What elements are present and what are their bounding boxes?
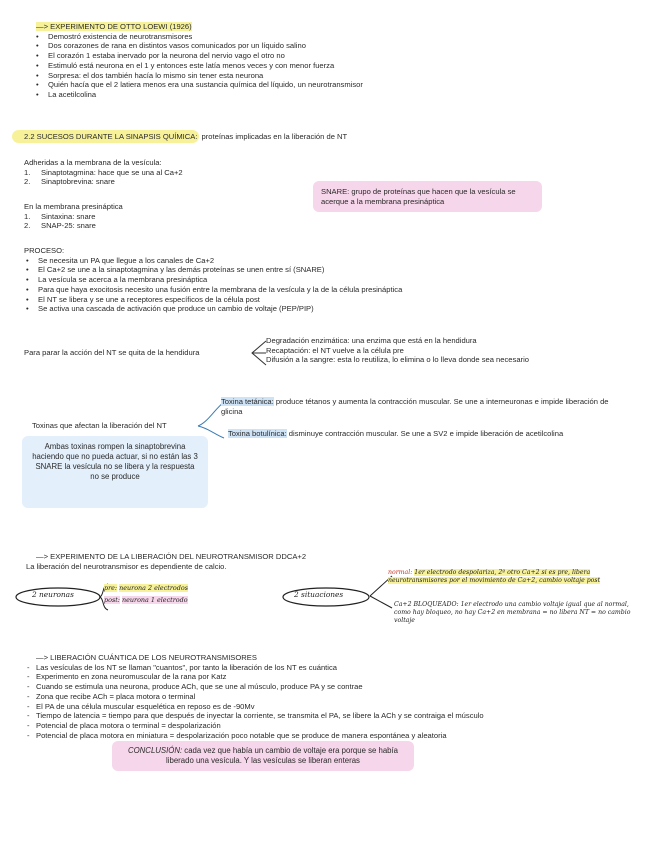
- hand-situaciones: 2 situaciones: [294, 590, 344, 599]
- loewi-title: —> EXPERIMENTO DE OTTO LOEWI (1926): [36, 22, 192, 31]
- list-item: • La acetilcolina: [32, 90, 363, 100]
- vesicula-section: [24, 158, 183, 187]
- conclusion-box: CONCLUSIÓN: cada vez que había un cambio de voltaje era porque se había liberado una vesícula. Y las vesículas se liberan enteras: [112, 741, 414, 771]
- list-item: • Demostró existencia de neurotransmisores: [32, 32, 363, 42]
- hand-post: post: neurona 1 electrodo: [104, 596, 188, 604]
- list-item: - Las vesículas de los NT se llaman "cuantos", por tanto la liberación de los NT es cuántica: [26, 663, 484, 673]
- liberacion-title: —> EXPERIMENTO DE LA LIBERACIÓN DEL NEUROTRANSMISOR DDCA+2: [36, 552, 307, 561]
- list-item: • Se necesita un PA que llegue a los canales de Ca+2: [22, 256, 402, 266]
- vesicula-list: [24, 168, 183, 187]
- list-item: - Cuando se estimula una neurona, produce ACh, que se une al músculo, produce PA y se contrae: [26, 682, 484, 692]
- list-item: - Experimento en zona neuromuscular de la rana por Katz: [26, 672, 484, 682]
- list-item: - Potencial de placa motora en miniatura = despolarización poco notable que se produce de manera espontánea y aleatoria: [26, 731, 484, 741]
- list-item: 2. Sinaptobrevina: snare: [24, 177, 115, 187]
- cuantica-section: [36, 653, 484, 740]
- snare-note: SNARE: grupo de proteínas que hacen que la vesícula se acerque a la membrana presináptica: [313, 181, 542, 212]
- vesicula-heading: Adheridas a la membrana de la vesícula:: [24, 158, 162, 167]
- brace-arrow-icon: [246, 338, 268, 368]
- list-item: • Para que haya exocitosis necesito una fusión entre la membrana de la vesícula y la de la célula presináptica: [22, 285, 402, 295]
- list-item: 1. Sinaptotagmina: hace que se una al Ca+2: [24, 167, 183, 177]
- loewi-section: [36, 22, 363, 100]
- list-item: - El PA de una célula muscular esquelética en reposo es de -90Mv: [26, 702, 484, 712]
- presinaptica-list: [24, 212, 123, 231]
- toxina-botulinica: Toxina botulínica: disminuye contracción muscular. Se une a SV2 e impide liberación de acetilcolina: [228, 429, 564, 438]
- list-item: • La vesícula se acerca a la membrana presináptica: [22, 275, 402, 285]
- list-item: Degradación enzimática: una enzima que está en la hendidura: [266, 336, 477, 345]
- hand-neuronas: 2 neuronas: [32, 590, 74, 599]
- list-item: • El NT se libera y se une a receptores específicos de la célula post: [22, 295, 402, 305]
- hand-normal: normal: 1er electrodo despolariza, 2º otro Ca+2 si es pre, libera neurotransmisores por el movimiento de Ca+2, cambio voltaje post: [388, 569, 601, 584]
- hand-pre: pre: neurona 2 electrodos: [104, 584, 188, 592]
- cuantica-title: —> LIBERACIÓN CUÁNTICA DE LOS NEUROTRANSMISORES: [36, 653, 257, 662]
- toxinas-note: Ambas toxinas rompen la sinaptobrevina haciendo que no pueda actuar, si no están las 3 SNARE la vesícula no se libera y la respuesta no se produce: [22, 436, 208, 508]
- proceso-section: [24, 246, 402, 314]
- proceso-heading: PROCESO:: [24, 246, 65, 255]
- loewi-list: [32, 32, 363, 100]
- list-item: Difusión a la sangre: esta lo reutiliza, lo elimina o lo lleva donde sea necesario: [266, 355, 529, 365]
- list-item: - Potencial de placa motora o terminal = despolarización: [26, 721, 484, 731]
- list-item: 1. Sintaxina: snare: [24, 211, 96, 221]
- presinaptica-section: [24, 202, 123, 231]
- parar-list: [266, 336, 529, 365]
- list-item: • Quién hacía que el 2 latiera menos era una sustancia química del líquido, un neurotransmisor: [32, 80, 363, 90]
- liberacion-subtitle: La liberación del neurotransmisor es dependiente de calcio.: [26, 562, 227, 571]
- sucesos-heading: [12, 132, 347, 142]
- parar-label: Para parar la acción del NT se quita de la hendidura: [24, 348, 200, 357]
- list-item: • El corazón 1 estaba inervado por la neurona del nervio vago el otro no: [32, 51, 363, 61]
- sucesos-title: 2.2 SUCESOS DURANTE LA SINAPSIS QUÍMICA:: [12, 130, 199, 143]
- list-item: • Se activa una cascada de activación que produce un cambio de voltaje (PEP/PIP): [22, 304, 402, 314]
- list-item: • El Ca+2 se une a la sinaptotagmina y las demás proteínas se unen entre sí (SNARE): [22, 265, 402, 275]
- list-item: Recaptación: el NT vuelve a la célula pre: [266, 345, 404, 355]
- toxinas-label: Toxinas que afectan la liberación del NT: [32, 421, 167, 430]
- hand-bloqueado: Ca+2 BLOQUEADO: 1er electrodo una cambio voltaje igual que al normal, como hay bloqueo, no hay Ca+2 en membrana = no libera NT = no cambio voltaje: [394, 601, 631, 624]
- list-item: • Dos corazones de rana en distintos vasos comunicados por un líquido salino: [32, 41, 363, 51]
- presinaptica-heading: En la membrana presináptica: [24, 202, 123, 211]
- sucesos-subtitle: proteínas implicadas en la liberación de NT: [199, 132, 348, 141]
- list-item: - Tiempo de latencia = tiempo para que después de inyectar la corriente, se transmita el PA, se libere la ACh y se contraiga el músculo: [26, 711, 484, 721]
- list-item: • Sorpresa: el dos también hacía lo mismo sin tener esta neurona: [32, 71, 363, 81]
- cuantica-list: [26, 663, 484, 741]
- list-item: - Zona que recibe ACh = placa motora o terminal: [26, 692, 484, 702]
- list-item: • Estimuló está neurona en el 1 y entonces este latía menos veces y con menor fuerza: [32, 61, 363, 71]
- list-item: 2. SNAP-25: snare: [24, 221, 96, 231]
- proceso-list: [22, 256, 402, 314]
- toxina-tetanica: Toxina tetánica: produce tétanos y aumenta la contracción muscular. Se une a interneuronas e impide liberación de glicina: [221, 397, 609, 416]
